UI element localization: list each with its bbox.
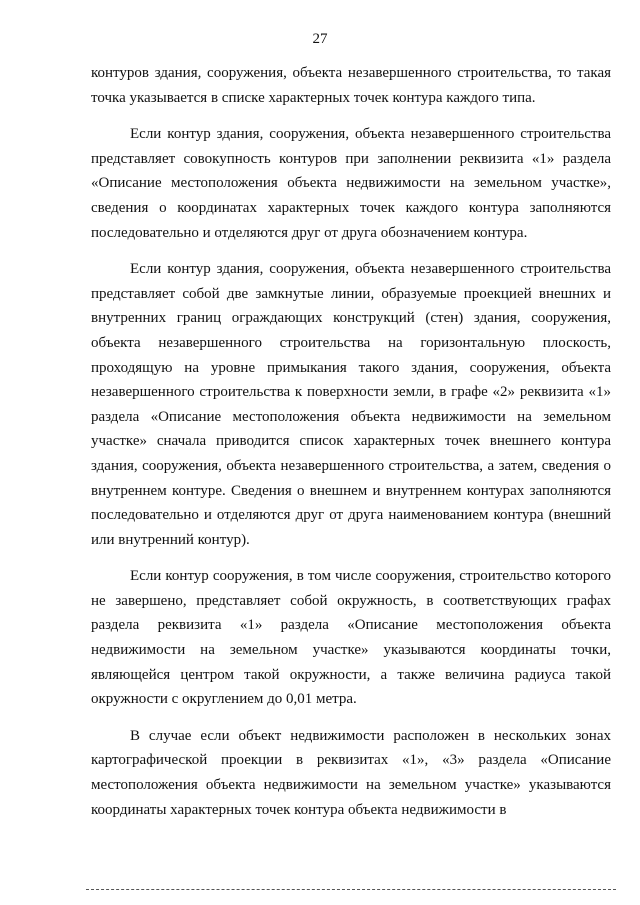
page-number: 27 [312,31,328,47]
document-body [91,61,611,834]
paragraph-2: Если контур здания, сооружения, объекта незавершенного строительства представляет совокупность контуров при заполнении реквизита «1» раздела «Описание местоположения объекта недвижимости на земельном участке», сведения о координатах характерных точек каждого контура заполняются последовательно и отделяются друг от друга обозначением контура. [91,126,611,241]
paragraph-3: Если контур здания, сооружения, объекта незавершенного строительства представляет собой две замкнутые линии, образуемые проекцией внешних и внутренних границ ограждающих конструкций (стен) здания, сооружения, объекта незавершенного строительства на горизонтальную плоскость, проходящую на уровне примыкания такого здания, сооружения, объекта незавершенного строительства к поверхности земли, в графе «2» реквизита «1» раздела «Описание местоположения объекта недвижимости на земельном участке» сначала приводится список характерных точек внешнего контура здания, сооружения, объекта незавершенного строительства, а затем, сведения о внутреннем контуре. Сведения о внешнем и внутреннем контурах заполняются последовательно и отделяются друг от друга наименованием контура (внешний или внутренний контур). [91,261,611,548]
scan-edge-line [86,889,616,890]
paragraph-5: В случае если объект недвижимости расположен в нескольких зонах картографической проекции в реквизитах «1», «3» раздела «Описание местоположения объекта недвижимости на земельном участке» указываются координаты характерных точек контура объекта недвижимости в [91,727,611,818]
paragraph-1: контуров здания, сооружения, объекта незавершенного строительства, то такая точка указывается в списке характерных точек контура каждого типа. [91,65,611,106]
paragraph-4: Если контур сооружения, в том числе сооружения, строительство которого не завершено, представляет собой окружность, в соответствующих графах раздела реквизита «1» раздела «Описание местоположения объекта недвижимости на земельном участке» указываются координаты точки, являющейся центром такой окружности, а также величина радиуса такой окружности с округлением до 0,01 метра. [91,568,611,708]
